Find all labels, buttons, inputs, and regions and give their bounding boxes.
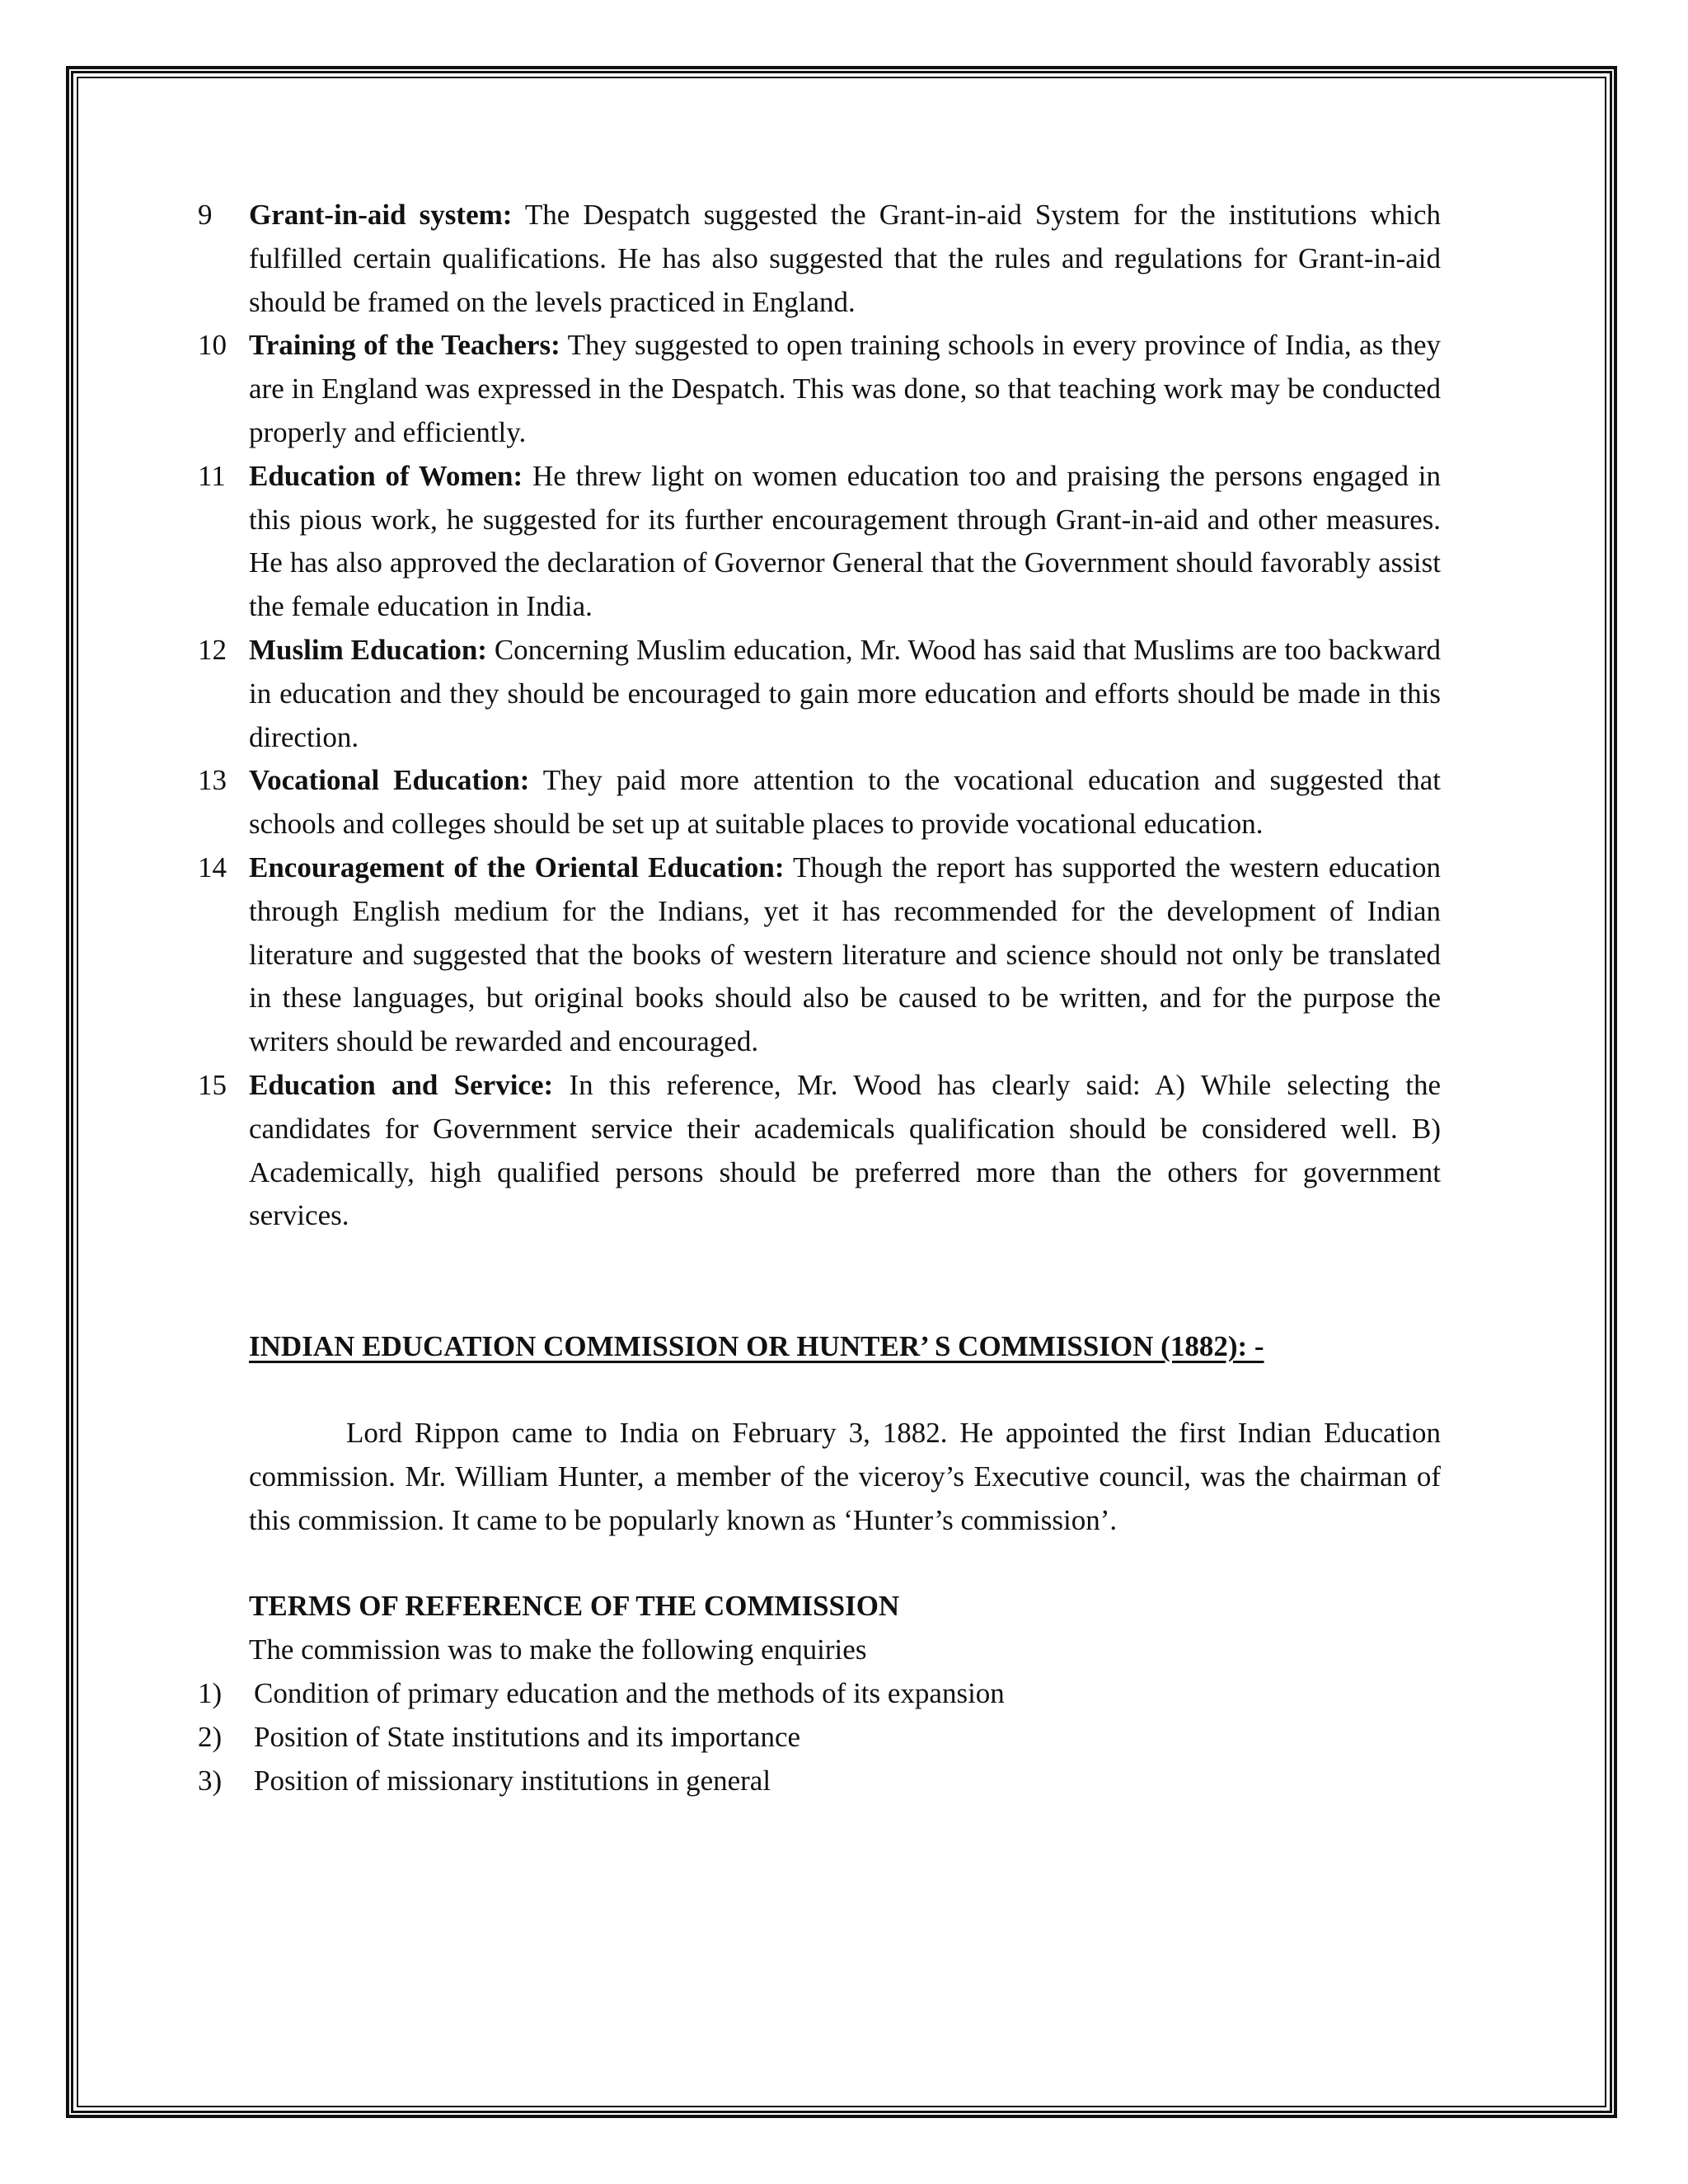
numbered-item-education-women — [198, 455, 1441, 629]
enquiry-number: 1) — [198, 1676, 223, 1709]
item-title: Muslim Education: — [249, 633, 487, 666]
item-text: The Despatch suggested the Grant-in-aid System for the institutions which fulfilled certain qualifications. He has also suggested that the rules and regulations for Grant-in-aid should be framed on the levels practiced in England. — [249, 199, 1442, 318]
terms-intro: The commission was to make the following enquiries — [249, 1633, 867, 1666]
numbered-item-oriental-education — [198, 846, 1441, 1064]
numbered-item-training-teachers — [198, 324, 1441, 454]
item-number: 14 — [198, 851, 227, 883]
page-content — [198, 194, 1441, 1802]
item-title: Vocational Education: — [249, 764, 530, 797]
numbered-item-muslim-education — [198, 629, 1441, 759]
item-text: They paid more attention to the vocational education and suggested that schools and colleges should be set up at suitable places to provide vocational education. — [249, 764, 1441, 841]
section-heading: INDIAN EDUCATION COMMISSION OR HUNTER’ S COMMISSION (1882): - — [249, 1330, 1264, 1363]
enquiry-text: Position of missionary institutions in general — [254, 1764, 771, 1797]
item-text: They suggested to open training schools in every province of India, as they are in England was expressed in the Despatch. This was done, so that teaching work may be conducted properly and efficiently. — [249, 329, 1441, 448]
enquiry-item — [198, 1760, 1441, 1803]
item-number: 10 — [198, 329, 227, 362]
numbered-item-education-service — [198, 1064, 1441, 1238]
item-title: Training of the Teachers: — [249, 329, 560, 362]
item-title: Education and Service: — [249, 1068, 554, 1101]
item-title: Encouragement of the Oriental Education: — [249, 851, 785, 883]
item-text: Though the report has supported the western education through English medium for the Indians, yet it has recommended for the development of Indian literature and suggested that the books of western literature and science should not only be translated in these languages, but original books should also be caused to be written, and for the purpose the writers should be rewarded and encouraged. — [249, 851, 1441, 1058]
item-text: Concerning Muslim education, Mr. Wood has said that Muslims are too backward in education and they should be encouraged to gain more education and efforts should be made in this direction. — [249, 633, 1441, 753]
item-number: 13 — [198, 764, 227, 797]
section-paragraph: Lord Rippon came to India on February 3, 1882. He appointed the first Indian Education commission. Mr. William Hunter, a member of the viceroy’s Executive council, was the chairman of this commission. It came to be popularly known as ‘Hunter’s commission’. — [249, 1416, 1441, 1536]
numbered-item-vocational-education — [198, 759, 1441, 846]
item-number: 9 — [198, 199, 213, 231]
item-title: Education of Women: — [249, 459, 523, 492]
enquiry-item — [198, 1716, 1441, 1760]
terms-heading: TERMS OF REFERENCE OF THE COMMISSION — [249, 1590, 900, 1623]
numbered-item-grant-in-aid — [198, 194, 1441, 324]
item-text: In this reference, Mr. Wood has clearly said: A) While selecting the candidates for Government service their academicals qualification should be considered well. B) Academically, high qualified persons should be preferred more than the others for government services. — [249, 1068, 1441, 1232]
item-number: 15 — [198, 1068, 227, 1101]
enquiry-text: Position of State institutions and its importance — [254, 1720, 801, 1753]
enquiry-number: 3) — [198, 1764, 223, 1797]
item-number: 11 — [198, 459, 226, 492]
enquiry-number: 2) — [198, 1720, 223, 1753]
item-text: He threw light on women education too and praising the persons engaged in this pious work, he suggested for its further encouragement through Grant-in-aid and other measures. He has also approved the declaration of Governor General that the Government should favorably assist the female education in India. — [249, 459, 1442, 623]
enquiry-text: Condition of primary education and the methods of its expansion — [254, 1676, 1005, 1709]
enquiry-item — [198, 1672, 1441, 1716]
item-title: Grant-in-aid system: — [249, 199, 513, 231]
item-number: 12 — [198, 633, 227, 666]
